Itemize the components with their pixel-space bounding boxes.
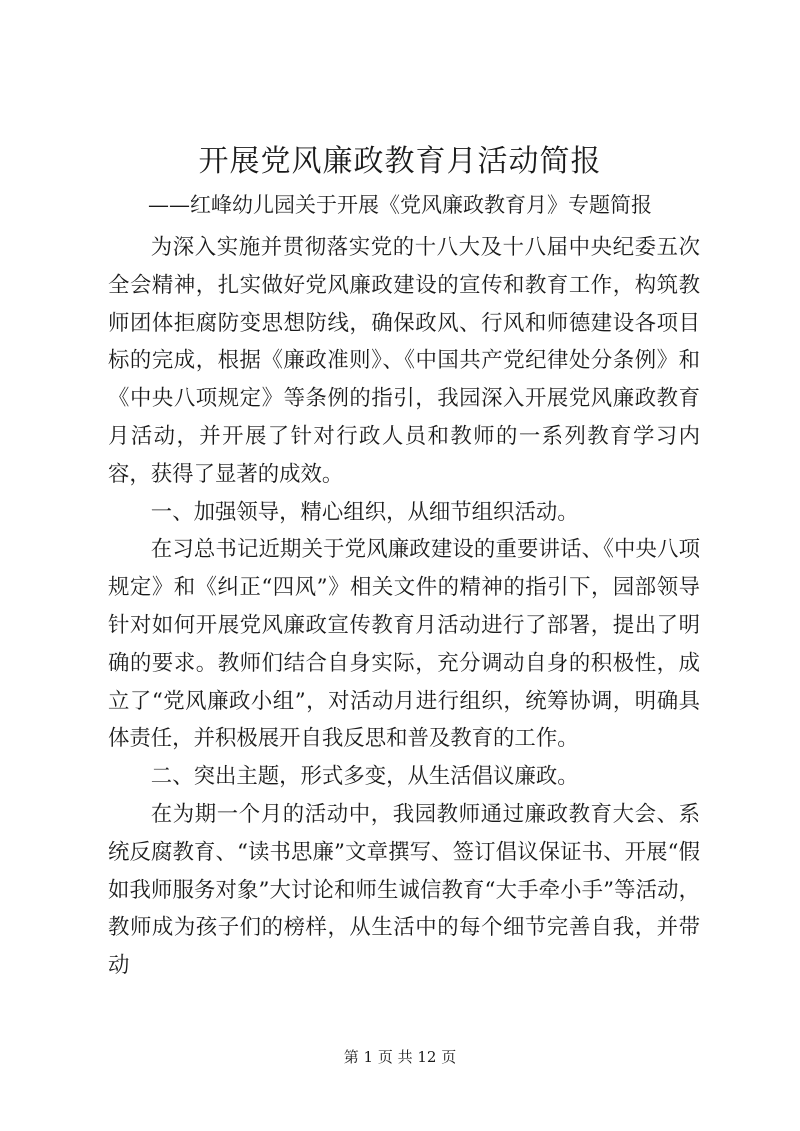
document-title: 开展党风廉政教育月活动简报 xyxy=(198,144,602,179)
section-heading-1: 一、加强领导，精心组织，从细节组织活动。 xyxy=(150,499,579,525)
document-body xyxy=(108,229,700,985)
section-paragraph-1: 在习总书记近期关于党风廉政建设的重要讲话、《中央八项规定》和《纠正“四风”》相关文件的精神的指引下，园部领导针对如何开展党风廉政宣传教育月活动进行了部署，提出了明确的要求。教师们结合自身实际，充分调动自身的积极性，成立了“党风廉政小组”，对活动月进行组织，统筹协调，明确具体责任，并积极展开自我反思和普及教育的工作。 xyxy=(108,537,700,752)
page-number-footer: 第 1 页 共 12 页 xyxy=(343,1048,457,1066)
intro-paragraph: 为深入实施并贯彻落实党的十八大及十八届中央纪委五次全会精神，扎实做好党风廉政建设的宣传和教育工作，构筑教师团体拒腐防变思想防线，确保政风、行风和师德建设各项目标的完成，根据《廉政准则》、《中国共产党纪律处分条例》和《中央八项规定》等条例的指引，我园深入开展党风廉政教育月活动，并开展了针对行政人员和教师的一系列教育学习内容，获得了显著的成效。 xyxy=(108,235,700,487)
section-heading-2: 二、突出主题，形式多变，从生活倡议廉政。 xyxy=(150,764,579,790)
section-paragraph-2: 在为期一个月的活动中，我园教师通过廉政教育大会、系统反腐教育、“读书思廉”文章撰写、签订倡议保证书、开展“假如我师服务对象”大讨论和师生诚信教育“大手牵小手”等活动，教师成为孩子们的榜样，从生活中的每个细节完善自我，并带动 xyxy=(108,801,700,979)
document-subtitle: ——红峰幼儿园关于开展《党风廉政教育月》专题简报 xyxy=(148,193,652,217)
